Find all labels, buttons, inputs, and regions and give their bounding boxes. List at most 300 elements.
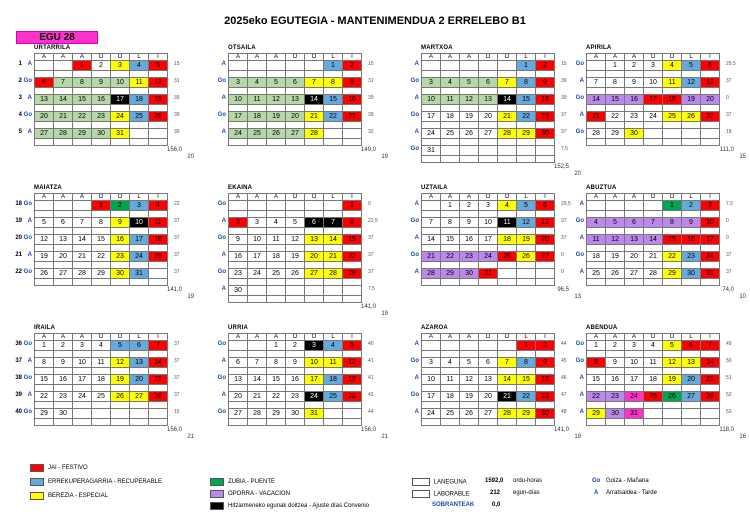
day-cell[interactable]: 5 <box>517 201 536 211</box>
day-cell[interactable] <box>267 61 286 71</box>
day-cell[interactable]: 2 <box>460 201 479 211</box>
day-cell[interactable]: 4 <box>441 358 460 368</box>
day-cell[interactable]: 18 <box>663 95 682 105</box>
day-cell[interactable] <box>149 409 168 419</box>
day-cell[interactable]: 6 <box>130 341 149 351</box>
day-cell[interactable]: 30 <box>111 269 130 279</box>
day-cell[interactable]: 16 <box>54 375 73 385</box>
day-cell[interactable]: 14 <box>498 95 517 105</box>
day-cell[interactable]: 20 <box>305 252 324 262</box>
day-cell[interactable]: 6 <box>35 78 54 88</box>
day-cell[interactable]: 7 <box>701 341 720 351</box>
day-cell[interactable]: 5 <box>460 78 479 88</box>
day-cell[interactable]: 8 <box>92 218 111 228</box>
day-cell[interactable]: 26 <box>517 252 536 262</box>
day-cell[interactable]: 20 <box>479 392 498 402</box>
day-cell[interactable]: 7 <box>305 78 324 88</box>
day-cell[interactable]: 18 <box>130 95 149 105</box>
day-cell[interactable]: 29 <box>517 129 536 139</box>
day-cell[interactable]: 2 <box>343 61 362 71</box>
day-cell[interactable] <box>498 269 517 279</box>
day-cell[interactable]: 11 <box>441 95 460 105</box>
day-cell[interactable]: 17 <box>701 235 720 245</box>
day-cell[interactable]: 1 <box>441 201 460 211</box>
day-cell[interactable]: 8 <box>73 78 92 88</box>
day-cell[interactable]: 3 <box>229 78 248 88</box>
day-cell[interactable]: 17 <box>422 392 441 402</box>
day-cell[interactable]: 30 <box>536 129 555 139</box>
day-cell[interactable]: 28 <box>587 129 606 139</box>
day-cell[interactable]: 27 <box>35 129 54 139</box>
day-cell[interactable] <box>606 201 625 211</box>
day-cell[interactable]: 30 <box>92 129 111 139</box>
day-cell[interactable]: 6 <box>54 218 73 228</box>
day-cell[interactable]: 13 <box>536 218 555 228</box>
day-cell[interactable]: 9 <box>92 78 111 88</box>
day-cell[interactable]: 7 <box>422 218 441 228</box>
day-cell[interactable]: 14 <box>324 235 343 245</box>
day-cell[interactable] <box>644 129 663 139</box>
day-cell[interactable]: 17 <box>229 112 248 122</box>
day-cell[interactable]: 4 <box>149 201 168 211</box>
day-cell[interactable]: 31 <box>701 269 720 279</box>
day-cell[interactable]: 25 <box>149 252 168 262</box>
day-cell[interactable]: 30 <box>229 286 248 296</box>
day-cell[interactable]: 13 <box>229 375 248 385</box>
day-cell[interactable]: 20 <box>229 392 248 402</box>
day-cell[interactable]: 24 <box>73 392 92 402</box>
day-cell[interactable]: 2 <box>606 341 625 351</box>
day-cell[interactable]: 23 <box>682 252 701 262</box>
day-cell[interactable] <box>498 146 517 156</box>
day-cell[interactable]: 27 <box>701 112 720 122</box>
day-cell[interactable]: 26 <box>663 392 682 402</box>
day-cell[interactable]: 6 <box>701 61 720 71</box>
day-cell[interactable]: 21 <box>305 112 324 122</box>
day-cell[interactable]: 15 <box>606 95 625 105</box>
day-cell[interactable]: 12 <box>286 235 305 245</box>
day-cell[interactable]: 18 <box>149 235 168 245</box>
day-cell[interactable]: 12 <box>460 375 479 385</box>
day-cell[interactable]: 25 <box>130 112 149 122</box>
day-cell[interactable] <box>441 61 460 71</box>
day-cell[interactable]: 8 <box>267 358 286 368</box>
day-cell[interactable]: 28 <box>422 269 441 279</box>
day-cell[interactable]: 16 <box>625 95 644 105</box>
day-cell[interactable]: 2 <box>536 61 555 71</box>
day-cell[interactable] <box>324 129 343 139</box>
day-cell[interactable]: 6 <box>479 358 498 368</box>
day-cell[interactable]: 15 <box>73 95 92 105</box>
day-cell[interactable]: 5 <box>343 341 362 351</box>
day-cell[interactable]: 15 <box>663 235 682 245</box>
day-cell[interactable]: 9 <box>536 358 555 368</box>
day-cell[interactable]: 1 <box>92 201 111 211</box>
day-cell[interactable] <box>536 269 555 279</box>
day-cell[interactable]: 20 <box>35 112 54 122</box>
day-cell[interactable]: 6 <box>625 218 644 228</box>
day-cell[interactable]: 3 <box>422 78 441 88</box>
day-cell[interactable]: 11 <box>663 78 682 88</box>
day-cell[interactable]: 30 <box>460 269 479 279</box>
day-cell[interactable]: 13 <box>305 235 324 245</box>
day-cell[interactable]: 15 <box>324 95 343 105</box>
day-cell[interactable]: 2 <box>682 201 701 211</box>
day-cell[interactable]: 17 <box>422 112 441 122</box>
day-cell[interactable]: 10 <box>130 218 149 228</box>
day-cell[interactable]: 25 <box>441 129 460 139</box>
day-cell[interactable]: 6 <box>286 78 305 88</box>
day-cell[interactable]: 11 <box>92 358 111 368</box>
day-cell[interactable]: 24 <box>479 252 498 262</box>
day-cell[interactable]: 29 <box>267 409 286 419</box>
day-cell[interactable]: 14 <box>305 95 324 105</box>
day-cell[interactable] <box>498 341 517 351</box>
day-cell[interactable]: 3 <box>644 61 663 71</box>
day-cell[interactable]: 8 <box>441 218 460 228</box>
day-cell[interactable]: 27 <box>479 409 498 419</box>
day-cell[interactable]: 28 <box>324 269 343 279</box>
day-cell[interactable] <box>229 61 248 71</box>
day-cell[interactable]: 10 <box>644 78 663 88</box>
day-cell[interactable]: 23 <box>460 252 479 262</box>
day-cell[interactable]: 18 <box>441 112 460 122</box>
day-cell[interactable] <box>587 201 606 211</box>
day-cell[interactable] <box>422 61 441 71</box>
day-cell[interactable]: 26 <box>35 269 54 279</box>
day-cell[interactable]: 14 <box>73 235 92 245</box>
day-cell[interactable]: 8 <box>517 358 536 368</box>
day-cell[interactable]: 10 <box>248 235 267 245</box>
day-cell[interactable]: 23 <box>286 392 305 402</box>
day-cell[interactable]: 5 <box>149 61 168 71</box>
day-cell[interactable]: 29 <box>35 409 54 419</box>
day-cell[interactable]: 1 <box>73 61 92 71</box>
day-cell[interactable]: 14 <box>701 358 720 368</box>
day-cell[interactable]: 15 <box>587 375 606 385</box>
day-cell[interactable]: 20 <box>625 252 644 262</box>
day-cell[interactable]: 29 <box>517 409 536 419</box>
day-cell[interactable]: 9 <box>682 218 701 228</box>
day-cell[interactable] <box>54 61 73 71</box>
day-cell[interactable] <box>130 129 149 139</box>
day-cell[interactable]: 13 <box>479 375 498 385</box>
day-cell[interactable]: 3 <box>130 201 149 211</box>
day-cell[interactable]: 25 <box>644 392 663 402</box>
day-cell[interactable] <box>663 409 682 419</box>
day-cell[interactable]: 18 <box>587 252 606 262</box>
day-cell[interactable]: 8 <box>35 358 54 368</box>
day-cell[interactable]: 6 <box>536 201 555 211</box>
day-cell[interactable]: 15 <box>92 235 111 245</box>
day-cell[interactable]: 8 <box>587 358 606 368</box>
day-cell[interactable]: 30 <box>606 409 625 419</box>
day-cell[interactable] <box>343 409 362 419</box>
day-cell[interactable]: 20 <box>479 112 498 122</box>
day-cell[interactable]: 6 <box>682 341 701 351</box>
day-cell[interactable]: 3 <box>479 201 498 211</box>
day-cell[interactable]: 22 <box>587 392 606 402</box>
day-cell[interactable]: 14 <box>498 375 517 385</box>
day-cell[interactable]: 26 <box>606 269 625 279</box>
day-cell[interactable] <box>92 409 111 419</box>
day-cell[interactable] <box>701 409 720 419</box>
day-cell[interactable] <box>54 201 73 211</box>
day-cell[interactable]: 16 <box>343 95 362 105</box>
day-cell[interactable] <box>682 409 701 419</box>
day-cell[interactable]: 18 <box>644 375 663 385</box>
day-cell[interactable]: 27 <box>536 252 555 262</box>
day-cell[interactable]: 16 <box>460 235 479 245</box>
day-cell[interactable]: 2 <box>286 341 305 351</box>
day-cell[interactable]: 25 <box>324 392 343 402</box>
day-cell[interactable]: 12 <box>35 235 54 245</box>
day-cell[interactable]: 9 <box>606 358 625 368</box>
day-cell[interactable]: 25 <box>441 409 460 419</box>
day-cell[interactable]: 7 <box>498 358 517 368</box>
day-cell[interactable]: 2 <box>536 341 555 351</box>
day-cell[interactable]: 4 <box>441 78 460 88</box>
day-cell[interactable] <box>644 201 663 211</box>
day-cell[interactable]: 21 <box>498 392 517 402</box>
day-cell[interactable]: 24 <box>111 112 130 122</box>
day-cell[interactable]: 21 <box>248 392 267 402</box>
day-cell[interactable]: 5 <box>663 341 682 351</box>
day-cell[interactable]: 7 <box>248 358 267 368</box>
day-cell[interactable]: 29 <box>663 269 682 279</box>
day-cell[interactable]: 19 <box>35 252 54 262</box>
day-cell[interactable] <box>422 341 441 351</box>
day-cell[interactable]: 23 <box>229 269 248 279</box>
day-cell[interactable]: 4 <box>644 341 663 351</box>
day-cell[interactable]: 23 <box>92 112 111 122</box>
day-cell[interactable]: 11 <box>644 358 663 368</box>
day-cell[interactable]: 17 <box>625 375 644 385</box>
day-cell[interactable]: 2 <box>54 341 73 351</box>
day-cell[interactable]: 20 <box>682 375 701 385</box>
day-cell[interactable]: 18 <box>267 252 286 262</box>
day-cell[interactable]: 16 <box>286 375 305 385</box>
day-cell[interactable]: 19 <box>460 392 479 402</box>
day-cell[interactable]: 27 <box>682 392 701 402</box>
day-cell[interactable]: 31 <box>305 409 324 419</box>
day-cell[interactable]: 14 <box>149 358 168 368</box>
day-cell[interactable]: 3 <box>625 341 644 351</box>
day-cell[interactable]: 19 <box>460 112 479 122</box>
day-cell[interactable]: 9 <box>343 78 362 88</box>
day-cell[interactable]: 29 <box>343 269 362 279</box>
day-cell[interactable]: 23 <box>54 392 73 402</box>
day-cell[interactable]: 24 <box>130 252 149 262</box>
day-cell[interactable]: 21 <box>324 252 343 262</box>
day-cell[interactable]: 4 <box>587 218 606 228</box>
day-cell[interactable]: 9 <box>460 218 479 228</box>
day-cell[interactable]: 19 <box>663 375 682 385</box>
day-cell[interactable]: 25 <box>498 252 517 262</box>
day-cell[interactable] <box>111 409 130 419</box>
day-cell[interactable]: 26 <box>267 129 286 139</box>
day-cell[interactable]: 21 <box>498 112 517 122</box>
day-cell[interactable]: 27 <box>625 269 644 279</box>
day-cell[interactable]: 26 <box>460 129 479 139</box>
day-cell[interactable]: 10 <box>422 95 441 105</box>
day-cell[interactable]: 9 <box>536 78 555 88</box>
day-cell[interactable]: 22 <box>343 252 362 262</box>
day-cell[interactable]: 18 <box>441 392 460 402</box>
day-cell[interactable] <box>267 286 286 296</box>
day-cell[interactable]: 5 <box>111 341 130 351</box>
day-cell[interactable]: 17 <box>644 95 663 105</box>
day-cell[interactable]: 17 <box>248 252 267 262</box>
day-cell[interactable]: 28 <box>498 129 517 139</box>
day-cell[interactable]: 22 <box>35 392 54 402</box>
day-cell[interactable]: 5 <box>35 218 54 228</box>
day-cell[interactable]: 15 <box>441 235 460 245</box>
day-cell[interactable]: 2 <box>111 201 130 211</box>
day-cell[interactable]: 7 <box>324 218 343 228</box>
day-cell[interactable]: 16 <box>111 235 130 245</box>
day-cell[interactable]: 22 <box>517 392 536 402</box>
day-cell[interactable]: 7 <box>644 218 663 228</box>
day-cell[interactable]: 22 <box>606 112 625 122</box>
day-cell[interactable]: 27 <box>479 129 498 139</box>
day-cell[interactable]: 21 <box>587 112 606 122</box>
day-cell[interactable]: 5 <box>286 218 305 228</box>
day-cell[interactable]: 29 <box>606 129 625 139</box>
day-cell[interactable] <box>625 201 644 211</box>
day-cell[interactable]: 2 <box>229 218 248 228</box>
day-cell[interactable]: 24 <box>422 129 441 139</box>
day-cell[interactable]: 26 <box>343 392 362 402</box>
day-cell[interactable]: 12 <box>682 78 701 88</box>
day-cell[interactable]: 25 <box>587 269 606 279</box>
day-cell[interactable]: 17 <box>130 235 149 245</box>
day-cell[interactable] <box>35 201 54 211</box>
day-cell[interactable]: 11 <box>130 78 149 88</box>
day-cell[interactable]: 27 <box>229 409 248 419</box>
day-cell[interactable]: 20 <box>130 375 149 385</box>
day-cell[interactable]: 3 <box>305 341 324 351</box>
day-cell[interactable]: 24 <box>644 112 663 122</box>
day-cell[interactable]: 13 <box>682 358 701 368</box>
day-cell[interactable]: 28 <box>54 129 73 139</box>
day-cell[interactable]: 5 <box>682 61 701 71</box>
day-cell[interactable] <box>536 146 555 156</box>
day-cell[interactable]: 20 <box>701 95 720 105</box>
day-cell[interactable]: 27 <box>130 392 149 402</box>
day-cell[interactable] <box>229 341 248 351</box>
day-cell[interactable]: 12 <box>343 358 362 368</box>
day-cell[interactable]: 9 <box>229 235 248 245</box>
day-cell[interactable]: 30 <box>625 129 644 139</box>
day-cell[interactable]: 15 <box>35 375 54 385</box>
day-cell[interactable]: 1 <box>35 341 54 351</box>
day-cell[interactable]: 19 <box>343 375 362 385</box>
day-cell[interactable]: 17 <box>111 95 130 105</box>
day-cell[interactable]: 15 <box>267 375 286 385</box>
day-cell[interactable]: 21 <box>701 375 720 385</box>
day-cell[interactable]: 31 <box>422 146 441 156</box>
day-cell[interactable]: 10 <box>305 358 324 368</box>
day-cell[interactable] <box>248 341 267 351</box>
day-cell[interactable]: 7 <box>587 78 606 88</box>
day-cell[interactable]: 10 <box>229 95 248 105</box>
day-cell[interactable]: 10 <box>111 78 130 88</box>
day-cell[interactable]: 24 <box>229 129 248 139</box>
day-cell[interactable] <box>663 129 682 139</box>
day-cell[interactable]: 31 <box>111 129 130 139</box>
day-cell[interactable]: 11 <box>587 235 606 245</box>
day-cell[interactable] <box>229 201 248 211</box>
day-cell[interactable] <box>130 409 149 419</box>
day-cell[interactable]: 30 <box>682 269 701 279</box>
day-cell[interactable]: 24 <box>305 392 324 402</box>
day-cell[interactable]: 4 <box>130 61 149 71</box>
day-cell[interactable]: 21 <box>54 112 73 122</box>
day-cell[interactable]: 19 <box>149 95 168 105</box>
day-cell[interactable]: 25 <box>267 269 286 279</box>
day-cell[interactable]: 17 <box>73 375 92 385</box>
day-cell[interactable]: 17 <box>479 235 498 245</box>
day-cell[interactable]: 13 <box>701 78 720 88</box>
day-cell[interactable]: 22 <box>441 252 460 262</box>
day-cell[interactable]: 22 <box>73 112 92 122</box>
day-cell[interactable] <box>324 409 343 419</box>
day-cell[interactable]: 26 <box>286 269 305 279</box>
day-cell[interactable]: 9 <box>286 358 305 368</box>
day-cell[interactable]: 21 <box>644 252 663 262</box>
day-cell[interactable]: 12 <box>517 218 536 228</box>
day-cell[interactable]: 6 <box>305 218 324 228</box>
day-cell[interactable]: 14 <box>644 235 663 245</box>
day-cell[interactable]: 12 <box>606 235 625 245</box>
day-cell[interactable]: 14 <box>587 95 606 105</box>
day-cell[interactable]: 7 <box>498 78 517 88</box>
day-cell[interactable] <box>460 61 479 71</box>
day-cell[interactable]: 30 <box>536 409 555 419</box>
day-cell[interactable]: 13 <box>35 95 54 105</box>
day-cell[interactable]: 29 <box>441 269 460 279</box>
day-cell[interactable]: 23 <box>111 252 130 262</box>
day-cell[interactable]: 26 <box>460 409 479 419</box>
day-cell[interactable]: 23 <box>606 392 625 402</box>
day-cell[interactable]: 20 <box>54 252 73 262</box>
day-cell[interactable]: 29 <box>587 409 606 419</box>
day-cell[interactable] <box>324 286 343 296</box>
day-cell[interactable]: 7 <box>54 78 73 88</box>
day-cell[interactable]: 21 <box>73 252 92 262</box>
day-cell[interactable]: 1 <box>267 341 286 351</box>
day-cell[interactable]: 16 <box>606 375 625 385</box>
day-cell[interactable]: 6 <box>229 358 248 368</box>
day-cell[interactable]: 19 <box>111 375 130 385</box>
day-cell[interactable]: 9 <box>54 358 73 368</box>
day-cell[interactable]: 26 <box>111 392 130 402</box>
day-cell[interactable]: 22 <box>324 112 343 122</box>
day-cell[interactable]: 2 <box>625 61 644 71</box>
day-cell[interactable]: 2 <box>92 61 111 71</box>
day-cell[interactable] <box>286 286 305 296</box>
day-cell[interactable]: 14 <box>54 95 73 105</box>
day-cell[interactable]: 30 <box>54 409 73 419</box>
day-cell[interactable]: 15 <box>343 235 362 245</box>
day-cell[interactable]: 11 <box>149 218 168 228</box>
day-cell[interactable] <box>644 409 663 419</box>
day-cell[interactable] <box>35 61 54 71</box>
day-cell[interactable]: 5 <box>267 78 286 88</box>
day-cell[interactable]: 11 <box>267 235 286 245</box>
day-cell[interactable]: 23 <box>536 392 555 402</box>
